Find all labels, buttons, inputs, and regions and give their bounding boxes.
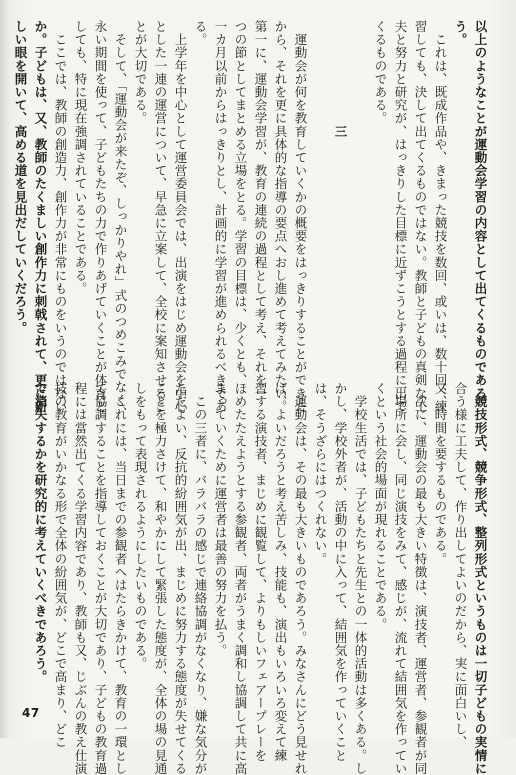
text-line: しをもって表現されるようにしたいものである。 [133,382,148,671]
text-line: 以上のようなことが運動会学習の内容として出てくるものであろ [473,20,488,400]
text-line: 習する演技者、まじめに観覧して、よりもしいフェアープレーを [253,382,268,762]
text-line: 習しても、決して出てくるものではない。教師と子どもの真剣な工 [413,20,428,413]
text-line: しても、特に現在強調されていることである。 [73,20,88,296]
text-line: て協調することを指導しておくことが大切であり、子どもの教育過 [93,382,108,775]
text-line: これには、当日までの参観者へはたらきかけて、教育の一環とし [113,382,128,775]
text-line: 競技形式、競争形式、整列形式というものは一切子どもの実情に [473,382,488,775]
text-line: 学校生活では、子どもたちと先生との一体的活動は多くある。し [353,382,368,775]
text-line: る。 [193,20,208,47]
text-line: 運動会は、その最も大きいものであろう。みなさんにどう見せれ [293,382,308,775]
text-line: ほめたたえようとする参観者、両者がうまく調和し協調して共に高 [233,382,248,775]
text-line: 技の教育がいかなる形で全体の紛囲気が、どこで高まり、どこ [53,382,68,749]
text-line: くるものである。 [373,20,388,125]
text-line: そして、「運動会が来たぞ、しっかりやれ」式のつめこみでなく、 [113,20,128,420]
text-line: とが大切である。 [133,20,148,125]
text-line: ば、よいだろうと考え苦しみ、技能も、演出もいろいろ変えて練 [273,382,288,762]
text-line: 第一に、運動会学習が、教育の連続の過程として考え、それを一 [253,20,268,400]
text-line: とした一連の運営について、早急に立案して、全校に案知させるこ [153,20,168,413]
text-line: か。子どもは、又、教師のたくましい創作力に刺戟されて、更に新 [33,20,48,413]
text-line: 一カ月以前からはっきりとし、計画的に学習が進められるべきであ [213,20,228,413]
text-line: ことを極力さけて、和やかにして緊張した態度が、全体の場の見通 [153,382,168,775]
lower-text-block [33,382,490,775]
text-line: 又、時間を要するものである。 [433,382,448,566]
text-line: 永い期間を使って、子どもたちの力で作りあげていくことが体育と [93,20,108,413]
text-line: くという社会的場面が現れることである。 [373,382,388,631]
upper-text-block [13,20,490,420]
text-line: まっていくために運営者は最善の努力を払う。 [213,382,228,658]
text-line: は、そうざらにはつくれない。 [313,382,328,566]
text-line: 程には當然出てくる学習内容であり、教師も又、じぶんの教え仕演 [73,382,88,775]
text-line [310,20,330,375]
text-line: で消失するかを研究的に考えていくべきであろう。 [33,382,48,684]
text-line: しい眼を開いて、高める道を見出だしていくだろう。 [13,20,28,335]
text-line: 運動会が何を教育していくかの概要をはっきりすることができた [293,20,308,413]
text-line: ここでは、教師の創造力、創作力が非常にものをいうのではない [53,20,68,413]
text-line: 次に、運動会の最も大きい特徴は、演技者、運営者、参観者が同 [413,382,428,775]
page-fold-shadow [0,0,10,738]
text-line: から、それを更に具体的な指導の要点へおし進めて考えてみたい。 [273,20,288,413]
text-line: これは、既成作品や、きまった競技を数回、或いは、数十回、練 [433,20,448,413]
text-line: かし、学校外者が、活動の中に入って、結囲気を作っていくこと [333,382,348,762]
text-line: この三者に、バラバラの感じで連絡協調がなくなり、嫌な気分が [193,382,208,775]
text-line: つの節としてまとめる立場をとる。学習の目標は、少くとも、 [233,20,248,387]
text-line: 一場所に会し、同じ演技をみて、感じが、流れて結囲気を作ってい [393,382,408,775]
text-line [350,20,370,375]
text-line: 三 [333,20,348,138]
page-number: 47 [22,706,40,720]
text-line: う。 [453,20,468,47]
text-line: 夫と努力と研究が、はっきりした目標に近ずこうとする過程に出て [393,20,408,413]
text-line: 合う様に工夫して、作り出してよいのだから、実に面白いし、 [453,382,468,749]
text-line: ただよい、反抗的紛囲気が出、まじめに努力する態度が失せてくる [173,382,188,775]
text-line: 上学年を中心として運営委員会では、出演をはじめ運動会を中心 [173,20,188,413]
